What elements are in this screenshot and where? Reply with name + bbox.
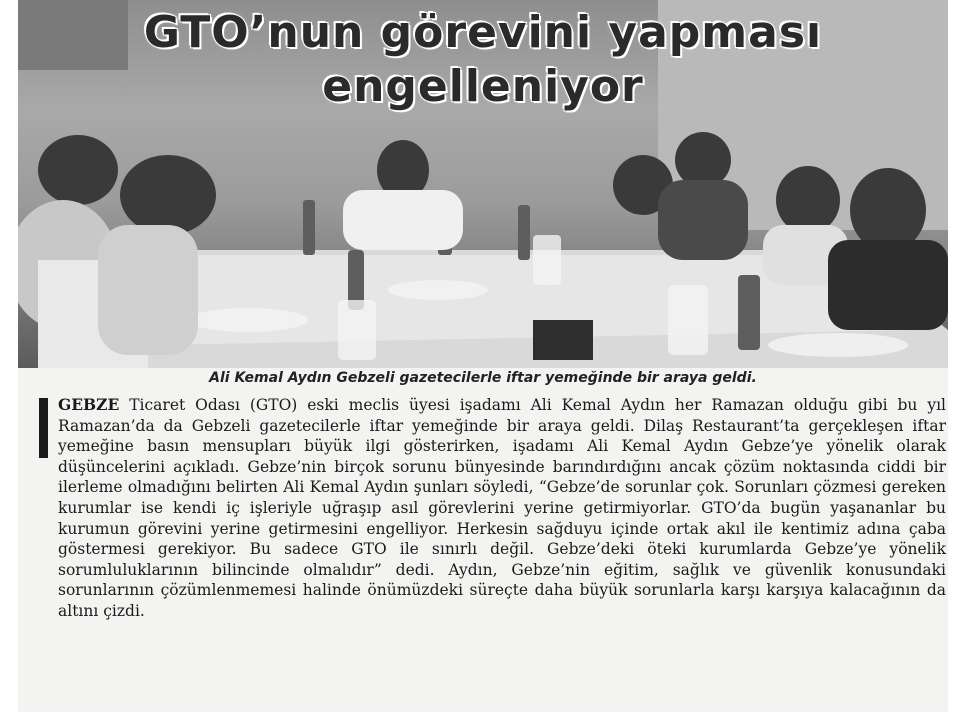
iftar-photo bbox=[18, 0, 948, 368]
headline-line-2: engelleniyor bbox=[322, 61, 644, 112]
newspaper-clipping bbox=[18, 0, 948, 712]
photo-caption: Ali Kemal Aydın Gebzeli gazetecilerle iftar yemeğinde bir araya geldi. bbox=[209, 370, 757, 386]
article-body bbox=[58, 395, 946, 622]
headline-line-1: GTO’nun görevini yapması bbox=[143, 7, 823, 58]
article-text: Ticaret Odası (GTO) eski meclis üyesi işadamı Ali Kemal Aydın her Ramazan olduğu gibi bu yıl Ramazan’da da Gebzeli gazetecilerle iftar yemeğinde bir araya geldi. Dilaş Restaurant’ta gerçekleşen iftar yemeğine basın mensupları büyük ilgi gösterirken, işadamı Ali Kemal Aydın Gebze’ye yönelik olarak düşüncelerini açıkladı. Gebze’nin birçok sorunu bünyesinde barındırdığını ancak çözüm noktasında ciddi bir ilerleme olmadığını belirten Ali Kemal Aydın şunları söyledi, “Gebze’de sorunlar çok. Sorunları çözmesi gereken kurumlar ise kendi iç işleriyle uğraşıp asıl görevlerini yerine getirmiyorlar. GTO’da bugün yaşananlar bu kurumun görevini yerine getirmesini engelliyor. Herkesin sağduyu içinde ortak akıl ile kentimiz adına çaba göstermesi gerekiyor. Bu sadece GTO ile sınırlı değil. Gebze’deki öteki kurumlarda Gebze’ye yönelik sorumluluklarının bilincinde olmalıdır” dedi. Aydın, Gebze’nin eğitim, sağlık ve güvenlik konusundaki sorunlarının çözümlenmemesi halinde önümüzdeki süreçte daha büyük sorunlarla karşı karşıya kalacağının da altını çizdi. bbox=[58, 396, 946, 620]
drop-cap-bar bbox=[39, 398, 48, 458]
headline bbox=[18, 6, 948, 114]
article-lead-word: GEBZE bbox=[58, 395, 120, 414]
